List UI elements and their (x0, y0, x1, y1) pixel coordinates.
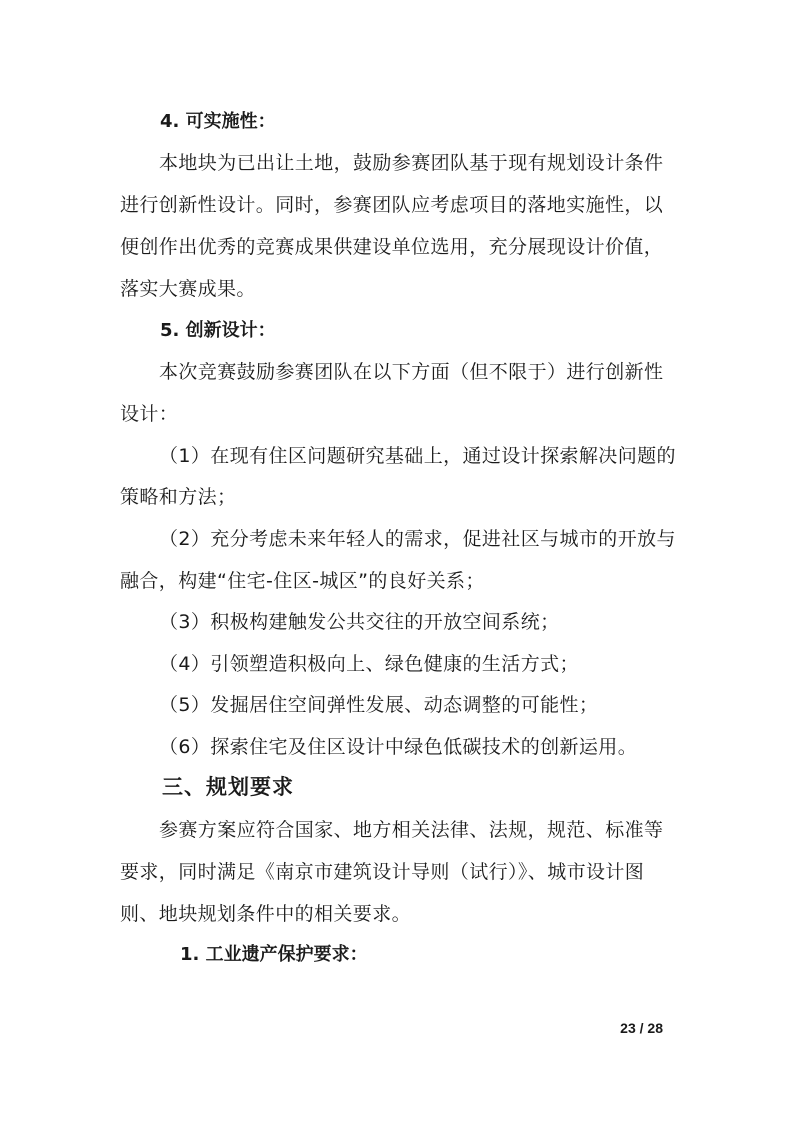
subheading-1: 1. 工业遗产保护要求： (180, 944, 368, 965)
section-heading: 三、规划要求 (162, 775, 294, 799)
list-item: 策略和方法； (120, 486, 237, 508)
list-item: （4）引领塑造积极向上、绿色健康的生活方式； (159, 653, 579, 675)
paragraph-line: 落实大赛成果。 (120, 278, 256, 300)
paragraph-line: 则、地块规划条件中的相关要求。 (120, 903, 412, 925)
paragraph-line: 参赛方案应符合国家、地方相关法律、法规，规范、标准等 (159, 819, 664, 841)
paragraph-line: 进行创新性设计。同时，参赛团队应考虑项目的落地实施性，以 (120, 194, 664, 216)
list-item: （1）在现有住区问题研究基础上，通过设计探索解决问题的 (159, 445, 676, 467)
paragraph-line: 要求，同时满足《南京市建筑设计导则（试行）》、城市设计图 (120, 861, 645, 883)
paragraph-line: 本次竞赛鼓励参赛团队在以下方面（但不限于）进行创新性 (159, 361, 664, 383)
list-item: （6）探索住宅及住区设计中绿色低碳技术的创新运用。 (159, 736, 638, 758)
list-item: （2）充分考虑未来年轻人的需求，促进社区与城市的开放与 (159, 528, 676, 550)
heading-5: 5. 创新设计： (160, 320, 276, 341)
list-item: （3）积极构建触发公共交往的开放空间系统； (159, 611, 560, 633)
heading-4: 4. 可实施性： (160, 111, 276, 132)
list-item: （5）发掘居住空间弹性发展、动态调整的可能性； (159, 694, 599, 716)
paragraph-line: 便创作出优秀的竞赛成果供建设单位选用，充分展现设计价值， (120, 236, 664, 258)
page-number: 23 / 28 (620, 1020, 663, 1036)
paragraph-line: 设计： (120, 403, 179, 425)
list-item: 融合，构建“住宅-住区-城区”的良好关系； (120, 570, 485, 592)
paragraph-line: 本地块为已出让土地，鼓励参赛团队基于现有规划设计条件 (159, 152, 664, 174)
